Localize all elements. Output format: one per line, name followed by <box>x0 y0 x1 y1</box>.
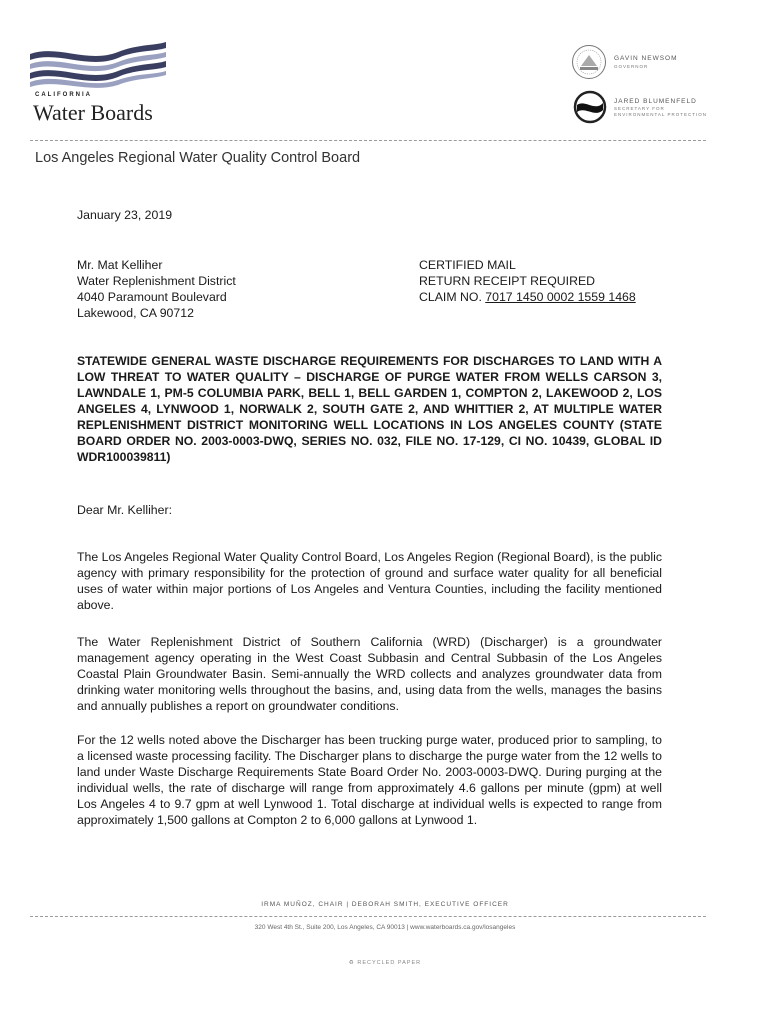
letter-date: January 23, 2019 <box>77 208 173 222</box>
mail-notice <box>419 257 636 305</box>
certified-mail-label: CERTIFIED MAIL <box>419 258 516 272</box>
recipient-line: 4040 Paramount Boulevard <box>77 290 227 304</box>
governor-title: GOVERNOR <box>614 64 649 69</box>
secretary-name: JARED BLUMENFELD <box>614 98 697 105</box>
governor-name: GAVIN NEWSOM <box>614 55 678 62</box>
board-title: Los Angeles Regional Water Quality Control Board <box>35 150 361 166</box>
footer-officers: IRMA MUÑOZ, CHAIR | DEBORAH SMITH, EXECUTIVE OFFICER <box>261 901 509 908</box>
header-divider <box>30 140 706 141</box>
recipient-line: Water Replenishment District <box>77 274 236 288</box>
body-paragraph: The Water Replenishment District of Southern California (WRD) (Discharger) is a groundwater management agency operating in the West Coast Subbasin and Central Subbasin of the Los Angeles Coastal Plain Groundwater Basin. Semi-annually the WRD collects and analyzes groundwater data from drinking water monitoring wells throughout the basins, and, using data from the wells, manages the basins and annually publishes a report on groundwater conditions. <box>77 635 662 713</box>
state-seal-icon <box>571 44 607 80</box>
recycled-paper-note <box>0 960 770 966</box>
letter-subject: STATEWIDE GENERAL WASTE DISCHARGE REQUIREMENTS FOR DISCHARGES TO LAND WITH A LOW THREAT TO WATER QUALITY – DISCHARGE OF PURGE WATER FROM WELLS CARSON 3, LAWNDALE 1, PM-5 COLUMBIA PARK, BELL 1, BELL GARDEN 1, COMPTON 2, LAKEWOOD 2, LOS ANGELES 4, LYNWOOD 1, NORWALK 2, SOUTH GATE 2, AND WHITTIER 2, AT MULTIPLE WATER REPLENISHMENT DISTRICT MONITORING WELL LOCATIONS IN LOS ANGELES COUNTY (STATE BOARD ORDER NO. 2003-0003-DWQ, SERIES NO. 032, FILE NO. 17-129, CI NO. 10439, GLOBAL ID WDR100039811) <box>77 354 662 464</box>
recipient-line: Lakewood, CA 90712 <box>77 306 194 320</box>
body-paragraph: For the 12 wells noted above the Discharger has been trucking purge water, produced prior to sampling, to a licensed waste processing facility. The Discharger plans to discharge the purge water from the 12 wells to land under Waste Discharge Requirements State Board Order No. 2003-0003-DWQ. During purging at the individual wells, the rate of discharge will range from approximately 4.6 gallons per minute (gpm) at well Los Angeles 4 to 9.7 gpm at well Lynwood 1. Total discharge at individual wells is expected to range from approximately 1,500 gallons at Compton 2 to 6,000 gallons at Lynwood 1. <box>77 733 662 827</box>
footer-divider <box>30 916 706 917</box>
secretary-title-line-2: ENVIRONMENTAL PROTECTION <box>614 112 708 117</box>
recycle-icon: ♻ <box>348 960 358 966</box>
org-name: Water Boards <box>33 100 153 125</box>
recycled-paper-label: RECYCLED PAPER <box>357 960 422 966</box>
calepa-logo-icon <box>573 90 607 124</box>
secretary-title-line-1: SECRETARY FOR <box>614 106 665 111</box>
state-label: CALIFORNIA <box>35 92 92 98</box>
claim-prefix: CLAIM NO. <box>419 290 486 304</box>
body-paragraph: The Los Angeles Regional Water Quality Control Board, Los Angeles Region (Regional Board), is the public agency with primary responsibility for the protection of ground and surface water quality for all beneficial uses of water within major portions of Los Angeles and Ventura Counties, including the facility mentioned above. <box>77 550 662 612</box>
recipient-address <box>77 257 236 321</box>
claim-number-line <box>419 289 636 305</box>
footer-address: 320 West 4th St., Suite 200, Los Angeles, CA 90013 | www.waterboards.ca.gov/losangeles <box>254 924 516 931</box>
return-receipt-label: RETURN RECEIPT REQUIRED <box>419 274 596 288</box>
salutation: Dear Mr. Kelliher: <box>77 503 172 517</box>
secretary-title <box>614 106 714 118</box>
water-boards-logo <box>28 40 168 92</box>
recipient-line: Mr. Mat Kelliher <box>77 258 163 272</box>
claim-number: 7017 1450 0002 1559 1468 <box>485 290 636 304</box>
